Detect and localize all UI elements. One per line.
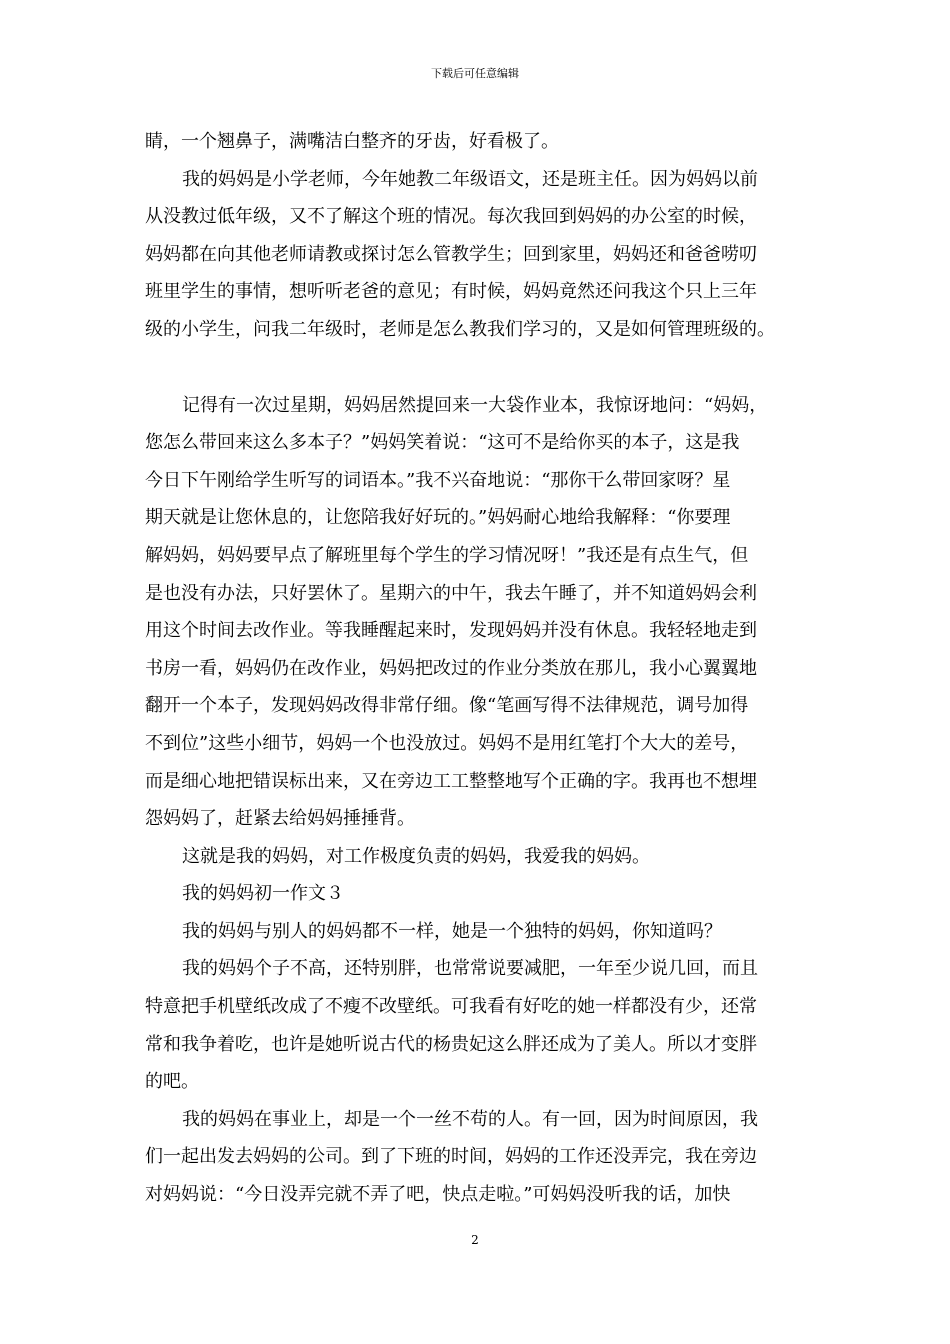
document-body	[145, 123, 805, 1214]
text-line: 常和我争着吃，也许是她听说古代的杨贵妃这么胖还成为了美人。所以才变胖	[145, 1033, 757, 1055]
text-line: 我的妈妈在事业上，却是一个一丝不苟的人。有一回，因为时间原因，我	[182, 1108, 758, 1130]
text-line: 的吧。	[145, 1071, 199, 1093]
text-line: 您怎么带回来这么多本子？”妈妈笑着说：“这可不是给你买的本子，这是我	[145, 432, 740, 454]
text-line: 怨妈妈了，赶紧去给妈妈捶捶背。	[145, 808, 415, 830]
page-header: 下载后可任意编辑	[431, 67, 519, 80]
text-line: 级的小学生，问我二年级时，老师是怎么教我们学习的，又是如何管理班级的。	[145, 318, 775, 340]
text-line: 睛，一个翘鼻子，满嘴洁白整齐的牙齿，好看极了。	[145, 131, 559, 152]
text-line: 妈妈都在向其他老师请教或探讨怎么管教学生；回到家里，妈妈还和爸爸唠叨	[145, 243, 757, 265]
text-line: 翻开一个本子，发现妈妈改得非常仔细。像“笔画写得不法律规范，调号加得	[145, 695, 749, 717]
paragraph-gap	[145, 349, 805, 387]
text-line: 我的妈妈与别人的妈妈都不一样，她是一个独特的妈妈，你知道吗？	[182, 920, 722, 942]
text-line: 对妈妈说：“今日没弄完就不弄了吧，快点走啦。”可妈妈没听我的话，加快	[145, 1184, 731, 1206]
text-line: 用这个时间去改作业。等我睡醒起来时，发现妈妈并没有休息。我轻轻地走到	[145, 620, 757, 642]
text-line: 期天就是让您休息的，让您陪我好好玩的。”妈妈耐心地给我解释：“你要理	[145, 507, 731, 529]
text-line: 书房一看，妈妈仍在改作业，妈妈把改过的作业分类放在那儿，我小心翼翼地	[145, 657, 757, 679]
text-line: 不到位”这些小细节，妈妈一个也没放过。妈妈不是用红笔打个大大的差号，	[145, 732, 749, 754]
text-line: 今日下午刚给学生听写的词语本。”我不兴奋地说：“那你干么带回家呀？星	[145, 469, 731, 491]
text-line: 从没教过低年级，又不了解这个班的情况。每次我回到妈妈的办公室的时候，	[145, 206, 757, 228]
text-line: 班里学生的事情，想听听老爸的意见；有时候，妈妈竟然还问我这个只上三年	[145, 281, 757, 303]
text-line: 解妈妈，妈妈要早点了解班里每个学生的学习情况呀！”我还是有点生气，但	[145, 544, 749, 566]
text-line: 记得有一次过星期，妈妈居然提回来一大袋作业本，我惊讶地问：“妈妈，	[182, 394, 768, 416]
text-line: 特意把手机壁纸改成了不瘦不改壁纸。可我看有好吃的她一样都没有少，还常	[145, 996, 757, 1018]
text-line: 这就是我的妈妈，对工作极度负责的妈妈，我爱我的妈妈。	[182, 845, 650, 867]
text-line: 是也没有办法，只好罢休了。星期六的中午，我去午睡了，并不知道妈妈会利	[145, 582, 757, 604]
text-line: 我的妈妈个子不高，还特别胖，也常常说要减肥，一年至少说几回，而且	[182, 958, 758, 980]
text-line: 我的妈妈是小学老师，今年她教二年级语文，还是班主任。因为妈妈以前	[182, 168, 758, 190]
text-line: 们一起出发去妈妈的公司。到了下班的时间，妈妈的工作还没弄完，我在旁边	[145, 1146, 757, 1168]
text-line: 而是细心地把错误标出来，又在旁边工工整整地写个正确的字。我再也不想埋	[145, 770, 757, 792]
page-number: 2	[471, 1233, 479, 1247]
section-title: 我的妈妈初一作文３	[182, 883, 344, 905]
